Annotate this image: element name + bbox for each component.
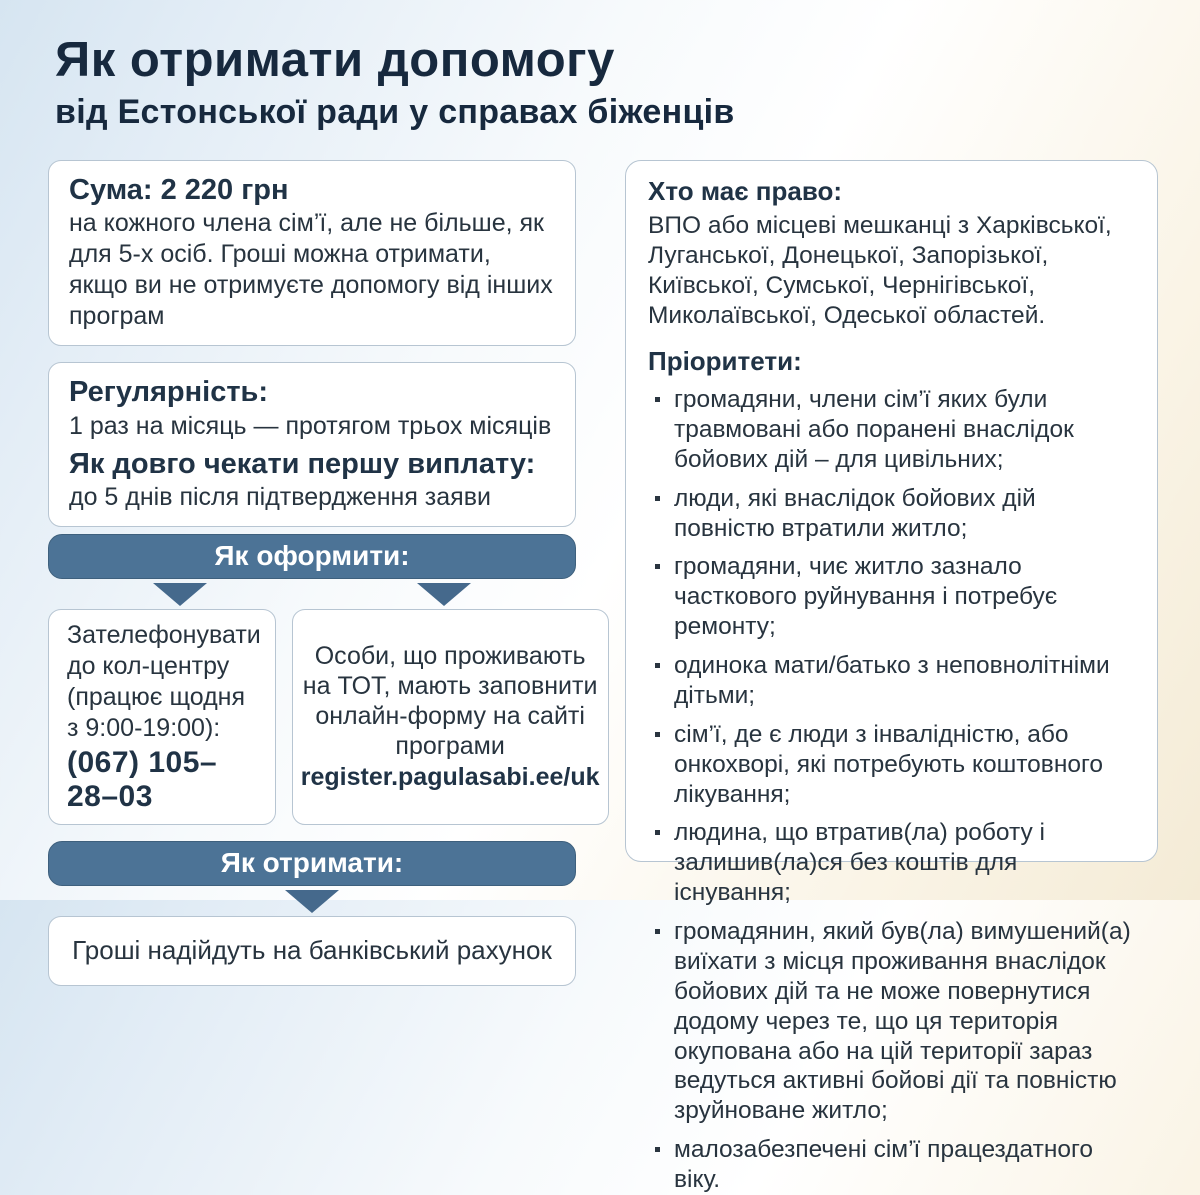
sum-heading: Сума: 2 220 грн — [69, 174, 289, 206]
priorities-heading: Пріоритети: — [648, 346, 802, 377]
page-subtitle: від Естонської ради у справах біженців — [55, 92, 735, 131]
regularity-card — [48, 362, 576, 527]
program-url: register.pagulasabi.ee/uk — [300, 763, 600, 792]
poster-title — [55, 34, 735, 133]
priority-item: сім’ї, де є люди з інвалідністю, або онкохворі, які потребують коштовного лікування; — [648, 720, 1137, 810]
first-payment-text: до 5 днів після підтвердження заяви — [69, 482, 491, 511]
how-receive-banner: Як отримати: — [48, 841, 576, 886]
left-column — [48, 160, 600, 986]
priority-item: люди, які внаслідок бойових дій повністю втратили житло; — [648, 484, 1137, 544]
receive-card: Гроші надійдуть на банківський рахунок — [48, 916, 576, 986]
sum-card — [48, 160, 576, 346]
regularity-heading: Регулярність: — [69, 376, 269, 409]
arrow-down-icon — [285, 890, 339, 913]
call-center-card — [48, 609, 276, 825]
how-apply-banner: Як оформити: — [48, 534, 576, 579]
eligibility-text: ВПО або місцеві мешканці з Харківської, Луганської, Донецької, Запорізької, Київської, Сумської, Чернігівської, Миколаївської, Одеської областей. — [648, 211, 1112, 330]
priority-item: громадяни, чиє житло зазнало часткового руйнування і потребує ремонту; — [648, 552, 1137, 642]
page-title: Як отримати допомогу — [55, 33, 615, 87]
eligibility-card — [625, 160, 1158, 1194]
phone-number: (067) 105–28–03 — [67, 745, 218, 813]
call-center-text: Зателефонувати до кол-центру (працює щодня з 9:00-19:00): — [67, 620, 261, 742]
apply-arrows — [48, 583, 576, 606]
priority-item: громадянин, який був(ла) вимушений(а) виїхати з місця проживання внаслідок бойових дій та не може повернутися додому через те, що ця територія окупована або на цій території зараз ведуться активні бойові дії та повністю зруйноване житло; — [648, 917, 1137, 1126]
sum-text: на кожного члена сім’ї, але не більше, як для 5-х осіб. Гроші можна отримати, якщо ви не отримуєте допомогу від інших програм — [69, 209, 553, 331]
online-form-text: Особи, що проживають на ТОТ, мають заповнити онлайн-форму на сайті програми — [302, 642, 598, 761]
first-payment-heading: Як довго чекати першу виплату: — [69, 447, 536, 480]
eligibility-heading: Хто має право: — [648, 176, 842, 206]
arrow-down-icon — [417, 583, 471, 606]
receive-arrow — [48, 890, 576, 913]
priority-item: малозабезпечені сім’ї працездатного віку. — [648, 1135, 1137, 1195]
online-form-card — [292, 609, 609, 825]
regularity-text: 1 раз на місяць — протягом трьох місяців — [69, 411, 552, 440]
priority-item: одинока мати/батько з неповнолітніми дітьми; — [648, 651, 1137, 711]
priority-item: людина, що втратив(ла) роботу і залишив(ла)ся без коштів для існування; — [648, 818, 1137, 908]
priorities-list — [648, 385, 1137, 1195]
priority-item: громадяни, члени сім’ї яких були травмовані або поранені внаслідок бойових дій – для цивільних; — [648, 385, 1137, 475]
apply-options — [48, 609, 600, 825]
arrow-down-icon — [153, 583, 207, 606]
